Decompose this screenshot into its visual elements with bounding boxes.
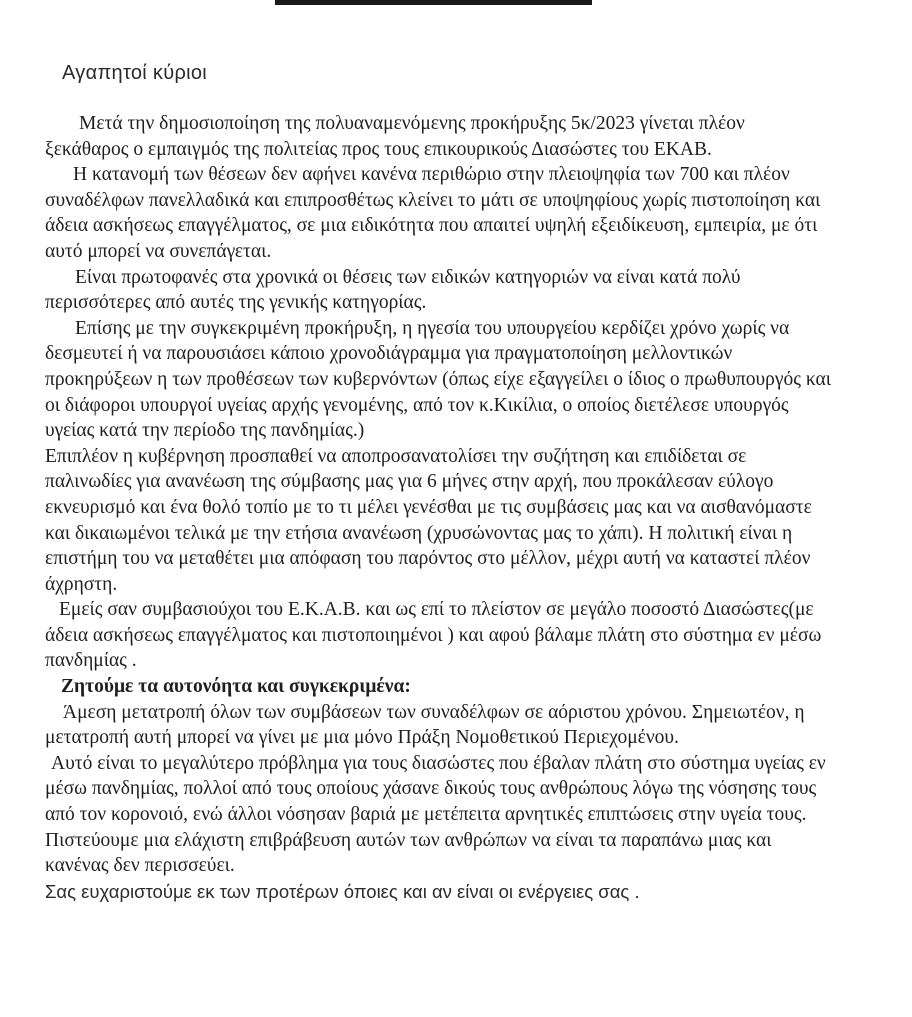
paragraph: Επιπλέον η κυβέρνηση προσπαθεί να αποπροσανατολίσει την συζήτηση και επιδίδεται σε παλινωδίες για ανανέωση της σύμβασης μας για 6 μήνες στην αρχή, που προκάλεσαν εύλογο εκνευρισμό και ένα θολό τοπίο με το τι μέλει γενέσθαι με τις συμβάσεις μας και να αισθανόμαστε και δικαιωμένοι τελικά με την ετήσια ανανέωση (χρυσώνοντας μας το χάπι). Η πολιτική είναι η επιστήμη του να μεταθέτει μια απόφαση του παρόντος στο μέλλον, μέχρι αυτή να καταστεί πλέον άχρηστη.: [45, 445, 812, 595]
paragraph: Ζητούμε τα αυτονόητα και συγκεκριμένα:: [61, 676, 411, 698]
paragraph: Εμείς σαν συμβασιούχοι του Ε.Κ.Α.Β. και ως επί το πλείστον σε μεγάλο ποσοστό Διασώστες(με άδεια ασκήσεως επαγγέλματος και πιστοποιημένοι ) και αφού βάλαμε πλάτη στο σύστημα εν μέσω πανδημίας .: [45, 599, 822, 672]
paragraph: Σας ευχαριστούμε εκ των προτέρων όποιες και αν είναι οι ενέργειες σας .: [45, 880, 640, 902]
paragraph: Πιστεύουμε μια ελάχιστη επιβράβευση αυτών των ανθρώπων να είναι τα παραπάνω μιας και κανένας δεν περισσεύει.: [45, 829, 772, 877]
paragraph: Επίσης με την συγκεκριμένη προκήρυξη, η ηγεσία του υπουργείου κερδίζει χρόνο χωρίς να δεσμευτεί ή να παρουσιάσει κάποιο χρονοδιάγραμμα για πραγματοποίηση μελλοντικών προκηρύξεων η των προθέσεων των κυβερνόντων (όπως είχε εξαγγείλει ο ίδιος ο πρωθυπουργός και οι διάφοροι υπουργοί υγείας αρχής γενομένης, από τον κ.Κικίλια, ο οποίος διετέλεσε υπουργός υγείας κατά την περίοδο της πανδημίας.): [45, 317, 831, 442]
redacted-header-bar: [275, 0, 592, 5]
letter-body: [45, 111, 833, 904]
paragraph: Άμεση μετατροπή όλων των συμβάσεων των συναδέλφων σε αόριστου χρόνου. Σημειωτέον, η μετατροπή αυτή μπορεί να γίνει με μια μόνο Πράξη Νομοθετικού Περιεχομένου.: [45, 701, 805, 749]
paragraph: Αυτό είναι το μεγαλύτερο πρόβλημα για τους διασώστες που έβαλαν πλάτη στο σύστημα υγείας εν μέσω πανδημίας, πολλοί από τους οποίους χάσανε δικούς τους ανθρώπους λόγω της νόσησης τους από τον κορονοιό, ενώ άλλοι νόσησαν βαριά με μετέπειτα αρνητικές επιπτώσεις στην υγεία τους.: [45, 752, 826, 826]
salutation: Αγαπητοί κύριοι: [62, 62, 208, 84]
paragraph: Η κατανομή των θέσεων δεν αφήνει κανένα περιθώριο στην πλειοψηφία των 700 και πλέον συναδέλφων πανελλαδικά και επιπροσθέτως κλείνει το μάτι σε υποψηφίους χωρίς πιστοποίηση και άδεια ασκήσεως επαγγέλματος, σε μια ειδικότητα που απαιτεί υψηλή εξειδίκευση, εμπειρία, με ότι αυτό μπορεί να συνεπάγεται.: [45, 164, 821, 262]
paragraph: Είναι πρωτοφανές στα χρονικά οι θέσεις των ειδικών κατηγοριών να είναι κατά πολύ περισσότερες από αυτές της γενικής κατηγορίας.: [45, 266, 741, 314]
paragraph: Μετά την δημοσιοποίηση της πολυαναμενόμενης προκήρυξης 5κ/2023 γίνεται πλέον ξεκάθαρος ο εμπαιγμός της πολιτείας προς τους επικουρικούς Διασώστες του ΕΚΑΒ.: [45, 113, 745, 160]
